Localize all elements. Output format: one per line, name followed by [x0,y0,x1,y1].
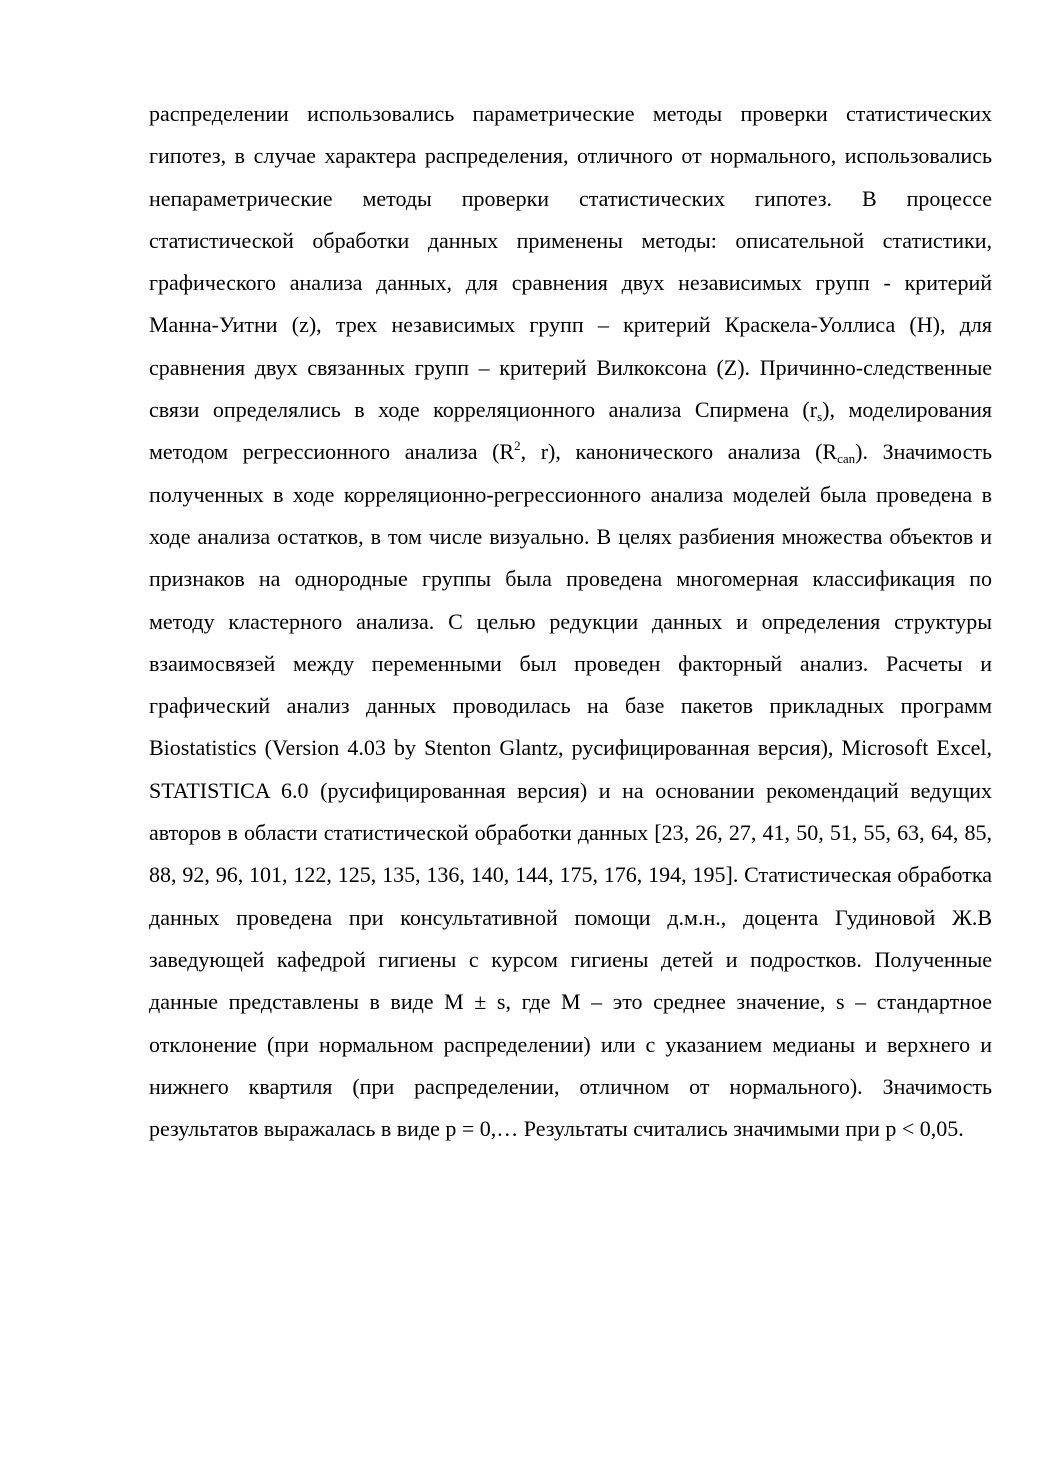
subscript-can: can [837,451,856,467]
text-segment-4: ). Значимость полученных в ходе корреляционно-регрессионного анализа моделей была проведена в ходе анализа остатков, в том числе визуально. В целях разбиения множества объектов и признаков на однородные группы была проведена многомерная классификация по методу кластерного анализа. С целью редукции данных и определения структуры взаимосвязей между переменными был проведен факторный анализ. Расчеты и графический анализ данных проводилась на базе пакетов прикладных программ Biostatistics (Version 4.03 by Stenton Glantz, русифицированная версия), Microsoft Excel, STATISTICA 6.0 (русифицированная версия) и на основании рекомендаций ведущих авторов в области статистической обработки данных [23, 26, 27, 41, 50, 51, 55, 63, 64, 85, 88, 92, 96, 101, 122, 125, 135, 136, 140, 144, 175, 176, 194, 195]. Статистическая обработка данных проведена при консультативной помощи д.м.н., доцента Гудиновой Ж.В заведующей кафедрой гигиены с курсом гигиены детей и подростков. Полученные данные представлены в виде M ± s, где M – это среднее значение, s – стандартное отклонение (при нормальном распределении) или с указанием медианы и верхнего и нижнего квартиля (при распределении, отличном от нормального). Значимость результатов выражалась в виде p = 0,… Результаты считались значимыми при p < 0,05. [149,439,992,1142]
document-page [149,93,992,1150]
superscript-2: 2 [514,438,521,454]
body-paragraph [149,93,992,1150]
text-segment-1: распределении использовались параметрические методы проверки статистических гипотез, в случае характера распределения, отличного от нормального, использовались непараметрические методы проверки статистических гипотез. В процессе статистической обработки данных применены методы: описательной статистики, графического анализа данных, для сравнения двух независимых групп - критерий Манна-Уитни (z), трех независимых групп – критерий Краскела-Уоллиса (H), для сравнения двух связанных групп – критерий Вилкоксона (Z). Причинно-следственные связи определялись в ходе корреляционного анализа Спирмена (r [149,101,992,423]
subscript-s: s [817,409,823,425]
text-segment-2: ), моделирования методом регрессионного анализа (R [149,397,992,465]
text-segment-3: , r), канонического анализа (R [520,439,838,465]
